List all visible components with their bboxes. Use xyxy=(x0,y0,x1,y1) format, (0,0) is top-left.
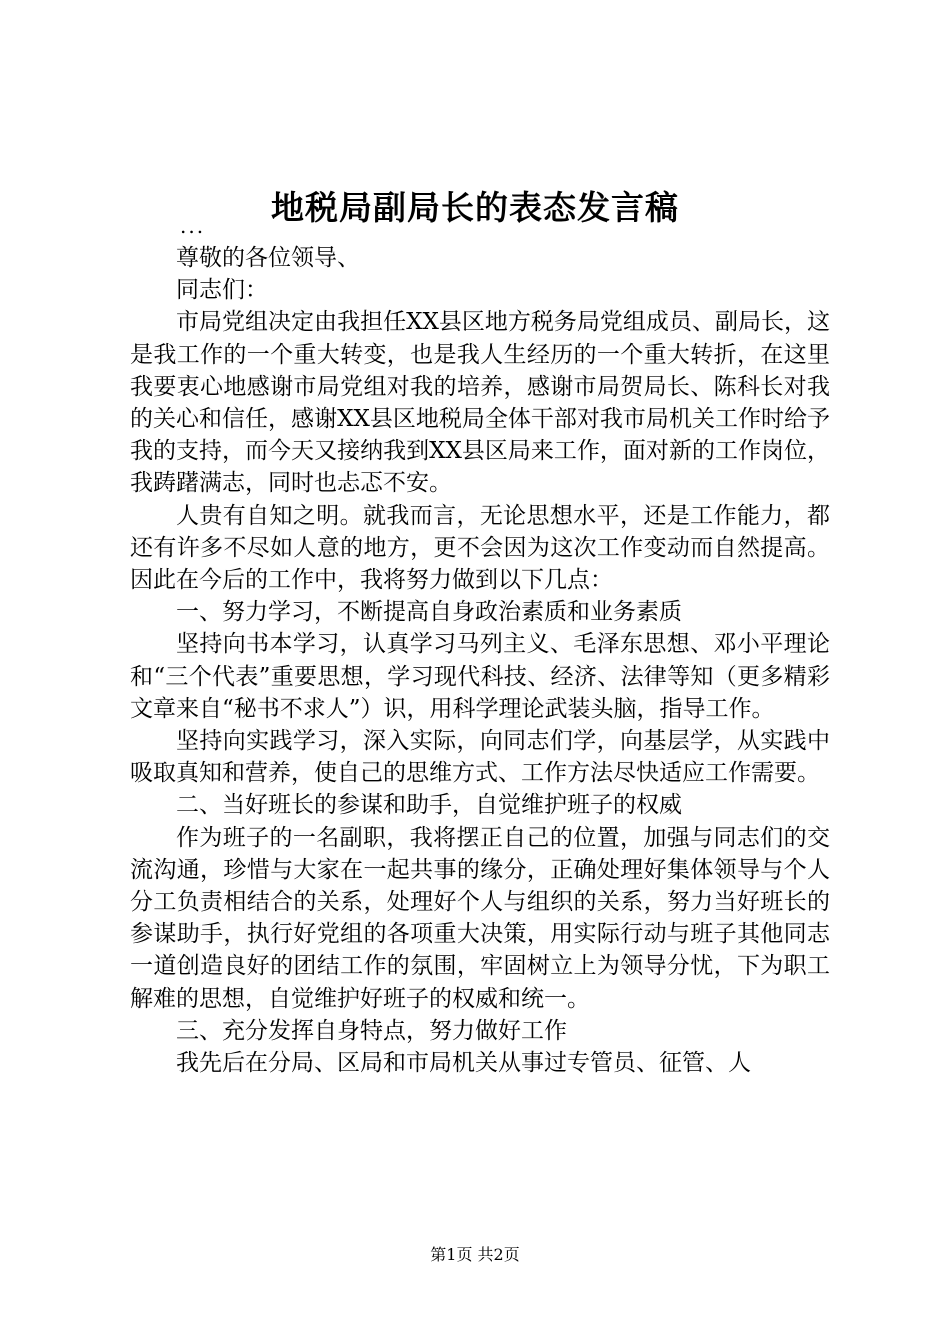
section-heading-3: 三、充分发挥自身特点，努力做好工作 xyxy=(176,1017,567,1044)
ellipsis-text: ... xyxy=(180,214,206,238)
document-title: 地税局副局长的表态发言稿 xyxy=(271,188,679,227)
section-heading-1: 一、努力学习，不断提高自身政治素质和业务素质 xyxy=(176,599,682,626)
paragraph-experience: 我先后在分局、区局和市局机关从事过专管员、征管、人 xyxy=(176,1050,751,1077)
paragraph-study-books: 坚持向书本学习，认真学习马列主义、毛泽东思想、邓小平理论和“三个代表”重要思想，学习现代科技、经济、法律等知（更多精彩文章来自“秘书不求人”）识，用科学理论武装头脑，指导工作。 xyxy=(130,631,830,722)
paragraph-deputy-role: 作为班子的一名副职，我将摆正自己的位置，加强与同志们的交流沟通，珍惜与大家在一起共事的缘分，正确处理好集体领导与个人分工负责相结合的关系，处理好个人与组织的关系，努力当好班长的参谋助手，执行好党组的各项重大决策，用实际行动与班子其他同志一道创造良好的团结工作的氛围，牢固树立上为领导分忧，下为职工解难的思想，自觉维护好班子的权威和统一。 xyxy=(130,824,830,1012)
paragraph-study-practice: 坚持向实践学习，深入实际，向同志们学，向基层学，从实践中吸取真知和营养，使自己的思维方式、工作方法尽快适应工作需要。 xyxy=(130,728,830,787)
section-heading-2: 二、当好班长的参谋和助手，自觉维护班子的权威 xyxy=(176,792,682,819)
paragraph-self-knowledge: 人贵有自知之明。就我而言，无论思想水平，还是工作能力，都还有许多不尽如人意的地方，更不会因为这次工作变动而自然提高。因此在今后的工作中，我将努力做到以下几点： xyxy=(130,502,830,594)
page-footer: 第1页 共2页 xyxy=(430,1245,520,1264)
salutation-line-2: 同志们： xyxy=(176,277,268,304)
paragraph-intro: 市局党组决定由我担任XX县区地方税务局党组成员、副局长，这是我工作的一个重大转变，也是我人生经历的一个重大转折，在这里我要衷心地感谢市局党组对我的培养，感谢市局贺局长、陈科长对我的关心和信任，感谢XX县区地税局全体干部对我市局机关工作时给予我的支持，而今天又接纳我到XX县区局来工作，面对新的工作岗位，我踌躇满志，同时也忐忑不安。 xyxy=(130,309,830,497)
salutation-line-1: 尊敬的各位领导、 xyxy=(176,245,360,271)
document-body xyxy=(130,242,830,1079)
